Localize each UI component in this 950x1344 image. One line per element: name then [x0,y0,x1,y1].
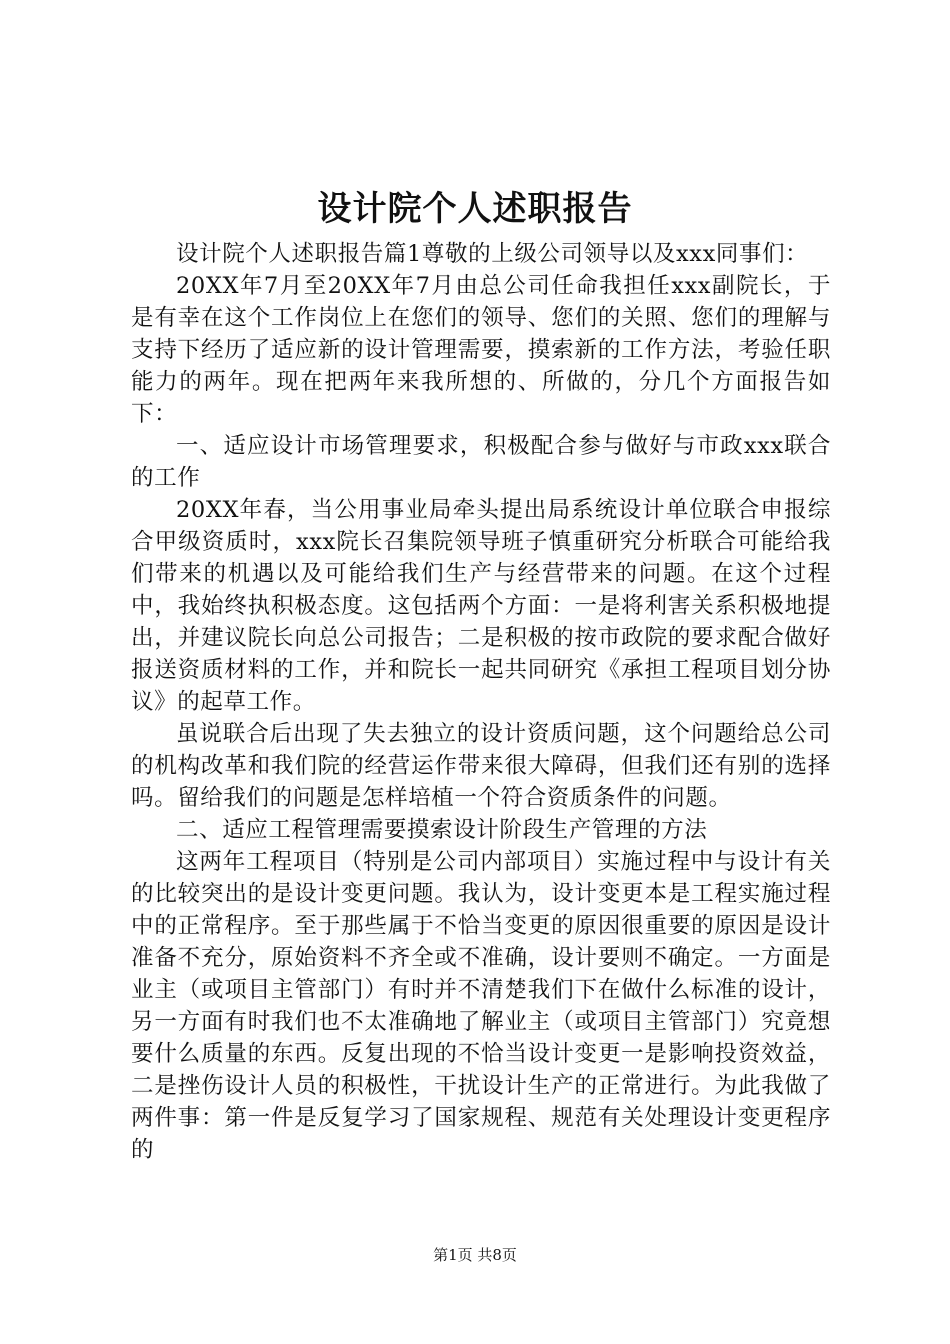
paragraph-intro: 20XX年7月至20XX年7月由总公司任命我担任xxx副院长，于是有幸在这个工作岗位上在您们的领导、您们的关照、您们的理解与支持下经历了适应新的设计管理需要，摸索新的工作方法，考验任职能力的两年。现在把两年来我所想的、所做的，分几个方面报告如下： [131,273,831,427]
paragraph-section-1-a: 20XX年春，当公用事业局牵头提出局系统设计单位联合申报综合甲级资质时，xxx院长召集院领导班子慎重研究分析联合可能给我们带来的机遇以及可能给我们生产与经营带来的问题。在这个过程中，我始终执积极态度。这包括两个方面：一是将利害关系积极地提出，并建议院长向总公司报告；二是积极的按市政院的要求配合做好报送资质材料的工作，并和院长一起共同研究《承担工程项目划分协议》的起草工作。 [131,497,831,715]
section-heading-1: 一、适应设计市场管理要求，积极配合参与做好与市政xxx联合的工作 [131,433,831,491]
section-heading-2: 二、适应工程管理需要摸索设计阶段生产管理的方法 [176,817,708,843]
paragraph-section-2-a: 这两年工程项目（特别是公司内部项目）实施过程中与设计有关的比较突出的是设计变更问题。我认为，设计变更本是工程实施过程中的正常程序。至于那些属于不恰当变更的原因很重要的原因是设计准备不充分，原始资料不齐全或不准确，设计要则不确定。一方面是业主（或项目主管部门）有时并不清楚我们下在做什么标准的设计，另一方面有时我们也不太准确地了解业主（或项目主管部门）究竟想要什么质量的东西。反复出现的不恰当设计变更一是影响投资效益，二是挫伤设计人员的积极性，干扰设计生产的正常进行。为此我做了两件事：第一件是反复学习了国家规程、规范有关处理设计变更程序的 [131,849,831,1163]
paragraph-section-1-b: 虽说联合后出现了失去独立的设计资质问题，这个问题给总公司的机构改革和我们院的经营运作带来很大障碍，但我们还有别的选择吗。留给我们的问题是怎样培植一个符合资质条件的问题。 [131,721,831,811]
paragraph-salutation: 设计院个人述职报告篇1尊敬的上级公司领导以及xxx同事们： [176,241,809,267]
document-body [131,238,831,1166]
document-title: 设计院个人述职报告 [317,189,633,229]
page-footer: 第1页 共8页 [433,1246,517,1264]
